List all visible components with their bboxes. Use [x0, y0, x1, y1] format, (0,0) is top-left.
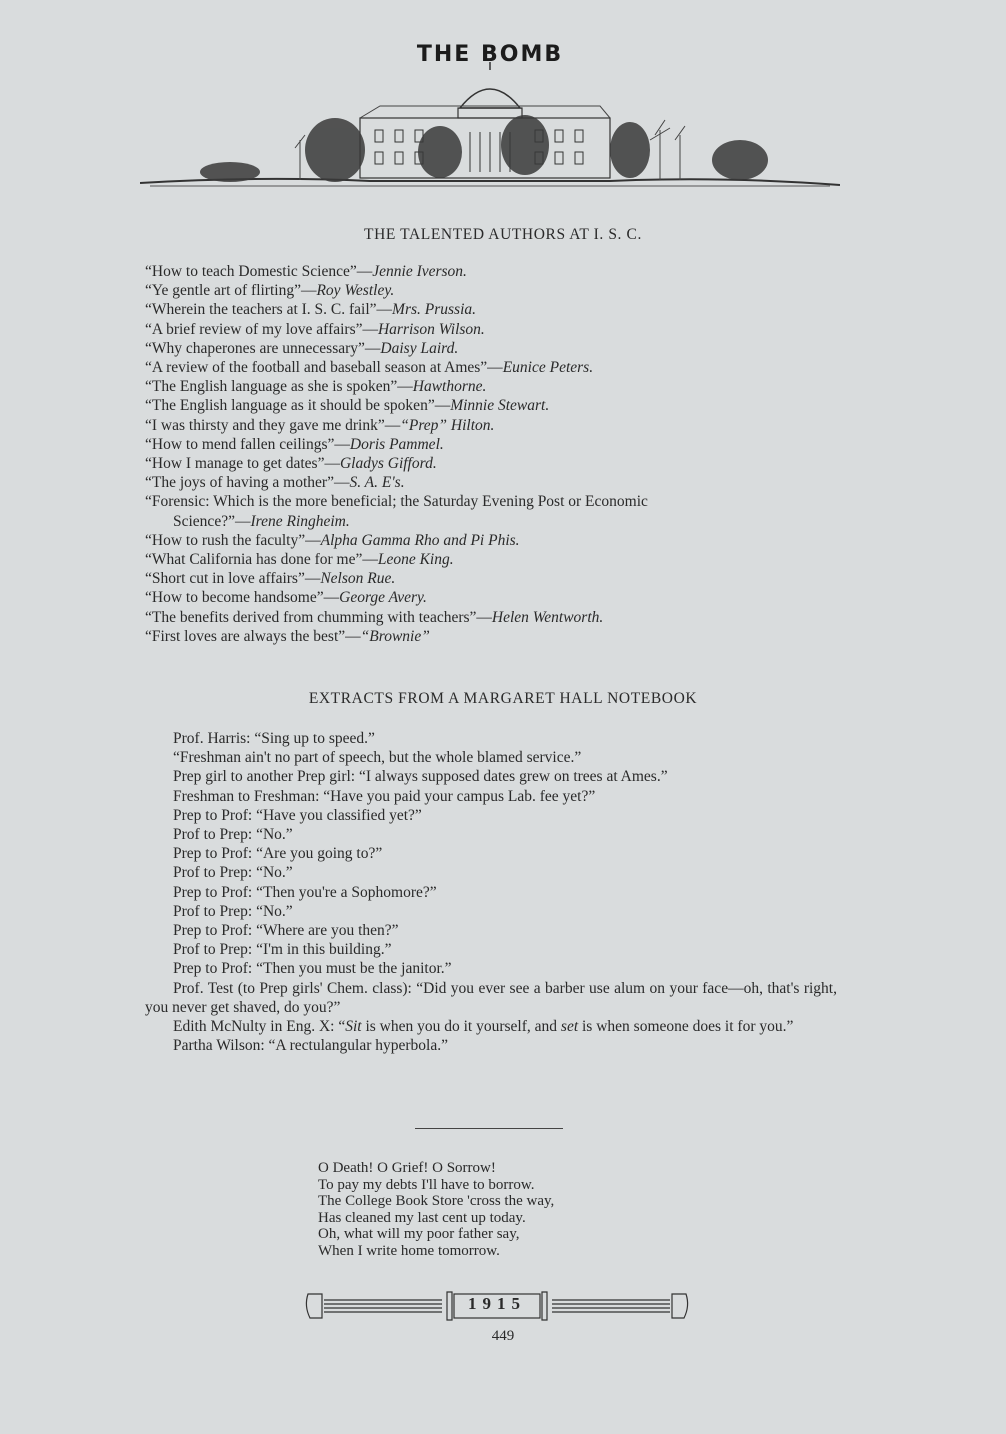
- note-line: Prep to Prof: “Are you going to?”: [173, 845, 383, 863]
- poem-line: The College Book Store 'cross the way,: [318, 1193, 555, 1209]
- note-line: Partha Wilson: “A rectulangular hyperbola.”: [173, 1037, 448, 1055]
- note-line: Edith McNulty in Eng. X: “Sit is when you do it yourself, and set is when someone does it for you.”: [173, 1018, 794, 1036]
- list-item: “The benefits derived from chumming with teachers”—Helen Wentworth.: [145, 608, 604, 626]
- note-line: Freshman to Freshman: “Have you paid your campus Lab. fee yet?”: [173, 787, 596, 805]
- list-item: “Ye gentle art of flirting”—Roy Westley.: [145, 282, 395, 300]
- list-item: “The joys of having a mother”—S. A. E's.: [145, 474, 405, 492]
- poem: [318, 1160, 554, 1259]
- footer-ornament: [302, 1288, 692, 1324]
- list-item: “A review of the football and baseball season at Ames”—Eunice Peters.: [145, 359, 594, 377]
- list-item: “A brief review of my love affairs”—Harrison Wilson.: [145, 320, 485, 338]
- note-line: Prep to Prof: “Where are you then?”: [173, 922, 399, 940]
- list-item: “How to rush the faculty”—Alpha Gamma Rho and Pi Phis.: [145, 531, 520, 549]
- note-line: Prof to Prep: “No.”: [173, 864, 293, 882]
- note-line: “Freshman ain't no part of speech, but the whole blamed service.”: [173, 749, 582, 767]
- list-item: “How to mend fallen ceilings”—Doris Pammel.: [145, 435, 444, 453]
- note-line: Prof. Test (to Prep girls' Chem. class): “Did you ever see a barber use alum on your face—oh, that's right, you never get shaved, do you?”: [145, 979, 837, 1016]
- note-line: Prep girl to another Prep girl: “I always supposed dates grew on trees at Ames.”: [173, 768, 668, 786]
- note-line: Prep to Prof: “Have you classified yet?”: [173, 806, 422, 824]
- section-title-notebook: EXTRACTS FROM A MARGARET HALL NOTEBOOK: [308, 690, 698, 707]
- header-title: THE BOMB: [416, 42, 564, 67]
- page-number: 449: [491, 1328, 515, 1344]
- note-line: Prof. Harris: “Sing up to speed.”: [173, 730, 375, 747]
- list-item: “How to become handsome”—George Avery.: [145, 589, 427, 607]
- list-item: “What California has done for me”—Leone King.: [145, 551, 454, 569]
- note-line: Prof to Prep: “I'm in this building.”: [173, 941, 392, 959]
- list-item: “Wherein the teachers at I. S. C. fail”—Mrs. Prussia.: [145, 301, 477, 319]
- list-item: “How I manage to get dates”—Gladys Gifford.: [145, 455, 437, 473]
- header-banner: [140, 40, 840, 190]
- list-item: “Why chaperones are unnecessary”—Daisy Laird.: [145, 339, 459, 357]
- poem-line: O Death! O Grief! O Sorrow!: [318, 1160, 496, 1176]
- list-item: “Forensic: Which is the more beneficial; the Saturday Evening Post or Economic: [145, 493, 648, 511]
- divider: [415, 1128, 563, 1129]
- footer-year: 1915: [468, 1294, 526, 1313]
- list-item: “The English language as she is spoken”—Hawthorne.: [145, 378, 487, 396]
- list-item: “First loves are always the best”—“Brownie”: [145, 627, 430, 645]
- list-item: Science?”—Irene Ringheim.: [173, 512, 350, 530]
- authors-list: [145, 262, 840, 646]
- note-line: Prep to Prof: “Then you must be the janitor.”: [173, 960, 452, 978]
- list-item: “Short cut in love affairs”—Nelson Rue.: [145, 570, 396, 588]
- poem-line: When I write home tomorrow.: [318, 1242, 500, 1259]
- list-item: “I was thirsty and they gave me drink”—“Prep” Hilton.: [145, 416, 495, 434]
- section-title-authors: THE TALENTED AUTHORS AT I. S. C.: [364, 226, 642, 243]
- note-line: Prof to Prep: “No.”: [173, 826, 293, 844]
- campus-illustration: [140, 40, 840, 190]
- list-item: “The English language as it should be spoken”—Minnie Stewart.: [145, 397, 550, 415]
- note-line: Prep to Prof: “Then you're a Sophomore?”: [173, 883, 437, 901]
- poem-line: Has cleaned my last cent up today.: [318, 1209, 526, 1226]
- notebook-extracts: [145, 729, 837, 1055]
- poem-line: To pay my debts I'll have to borrow.: [318, 1176, 535, 1193]
- list-item: “How to teach Domestic Science”—Jennie Iverson.: [145, 263, 467, 280]
- note-line: Prof to Prep: “No.”: [173, 902, 293, 920]
- poem-line: Oh, what will my poor father say,: [318, 1226, 520, 1242]
